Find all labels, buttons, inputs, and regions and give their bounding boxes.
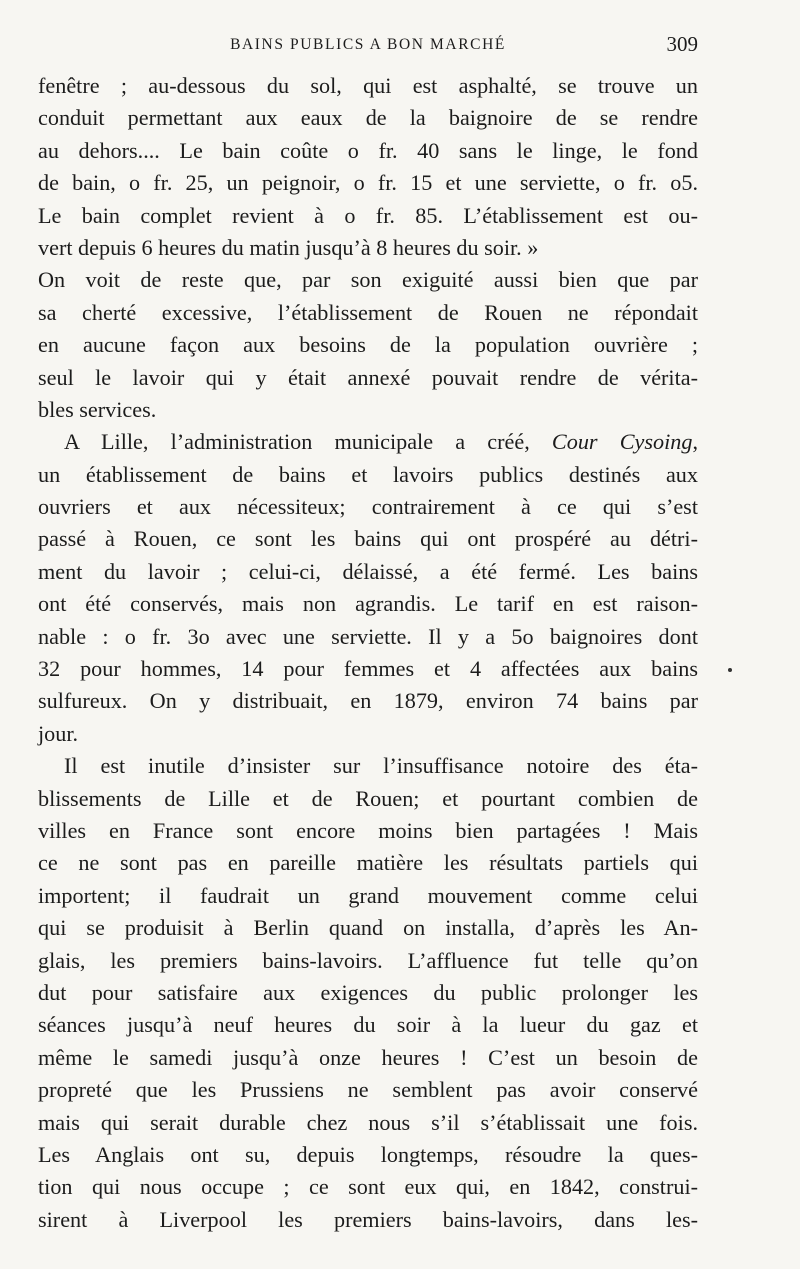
text-line: mais qui serait durable chez nous s’il s’établissait une fois.: [38, 1109, 698, 1135]
print-speck: [728, 668, 732, 672]
running-head: [38, 32, 698, 62]
text-line: ont été conservés, mais non agrandis. Le tarif en est raison-: [38, 591, 698, 617]
italic-place-name: Cour Cysoing: [551, 429, 693, 455]
text-line: nable : o fr. 3o avec une serviette. Il y a 5o baignoires dont: [38, 623, 698, 649]
text-line: passé à Rouen, ce sont les bains qui ont prospéré au détri-: [38, 526, 698, 552]
text-line: sirent à Liverpool les premiers bains-lavoirs, dans les-: [38, 1206, 698, 1232]
text-segment: ,: [692, 429, 698, 455]
running-title: BAINS PUBLICS A BON MARCHÉ: [230, 36, 506, 53]
text-segment: A Lille, l’administration municipale a créé,: [64, 429, 552, 455]
text-line: dut pour satisfaire aux exigences du public prolonger les: [38, 979, 698, 1005]
text-line: Le bain complet revient à o fr. 85. L’établissement est ou-: [38, 202, 698, 228]
text-line: en aucune façon aux besoins de la population ouvrière ;: [38, 332, 698, 358]
text-line: seul le lavoir qui y était annexé pouvait rendre de vérita-: [38, 364, 698, 390]
text-line: 32 pour hommes, 14 pour femmes et 4 affectées aux bains: [38, 656, 698, 682]
text-line: ouvriers et aux nécessiteux; contrairement à ce qui s’est: [38, 494, 698, 520]
text-line: au dehors.... Le bain coûte o fr. 40 sans le linge, le fond: [38, 137, 698, 163]
text-line: qui se produisit à Berlin quand on installa, d’après les An-: [38, 915, 698, 941]
text-line: ment du lavoir ; celui-ci, délaissé, a été fermé. Les bains: [38, 558, 698, 584]
text-line: même le samedi jusqu’à onze heures ! C’est un besoin de: [38, 1044, 698, 1070]
text-line: conduit permettant aux eaux de la baignoire de se rendre: [38, 105, 698, 131]
text-line: [38, 426, 698, 458]
text-line: blissements de Lille et de Rouen; et pourtant combien de: [38, 785, 698, 811]
text-line: vert depuis 6 heures du matin jusqu’à 8 heures du soir. »: [38, 234, 539, 260]
text-line: un établissement de bains et lavoirs publics destinés aux: [38, 461, 698, 487]
text-line: séances jusqu’à neuf heures du soir à la lueur du gaz et: [38, 1012, 698, 1038]
text-line: glais, les premiers bains-lavoirs. L’affluence fut telle qu’on: [38, 947, 698, 973]
text-line: Il est inutile d’insister sur l’insuffisance notoire des éta-: [64, 753, 698, 779]
text-line: ce ne sont pas en pareille matière les résultats partiels qui: [38, 850, 698, 876]
text-line: villes en France sont encore moins bien partagées ! Mais: [38, 817, 698, 843]
text-line: jour.: [38, 720, 79, 746]
text-line: de bain, o fr. 25, un peignoir, o fr. 15 et une serviette, o fr. o5.: [38, 170, 698, 196]
text-line: propreté que les Prussiens ne semblent pas avoir conservé: [38, 1077, 698, 1103]
text-line: Les Anglais ont su, depuis longtemps, résoudre la ques-: [38, 1141, 698, 1167]
text-line: importent; il faudrait un grand mouvement comme celui: [38, 882, 698, 908]
text-line: fenêtre ; au-dessous du sol, qui est asphalté, se trouve un: [38, 73, 698, 98]
text-line: sulfureux. On y distribuait, en 1879, environ 74 bains par: [38, 688, 698, 714]
text-line: sa cherté excessive, l’établissement de Rouen ne répondait: [38, 299, 698, 325]
text-line: bles services.: [38, 396, 157, 422]
text-line: tion qui nous occupe ; ce sont eux qui, en 1842, construi-: [38, 1174, 698, 1200]
page-number: 309: [666, 32, 698, 56]
text-line: On voit de reste que, par son exiguité aussi bien que par: [38, 267, 698, 293]
body-text: [38, 70, 698, 1236]
